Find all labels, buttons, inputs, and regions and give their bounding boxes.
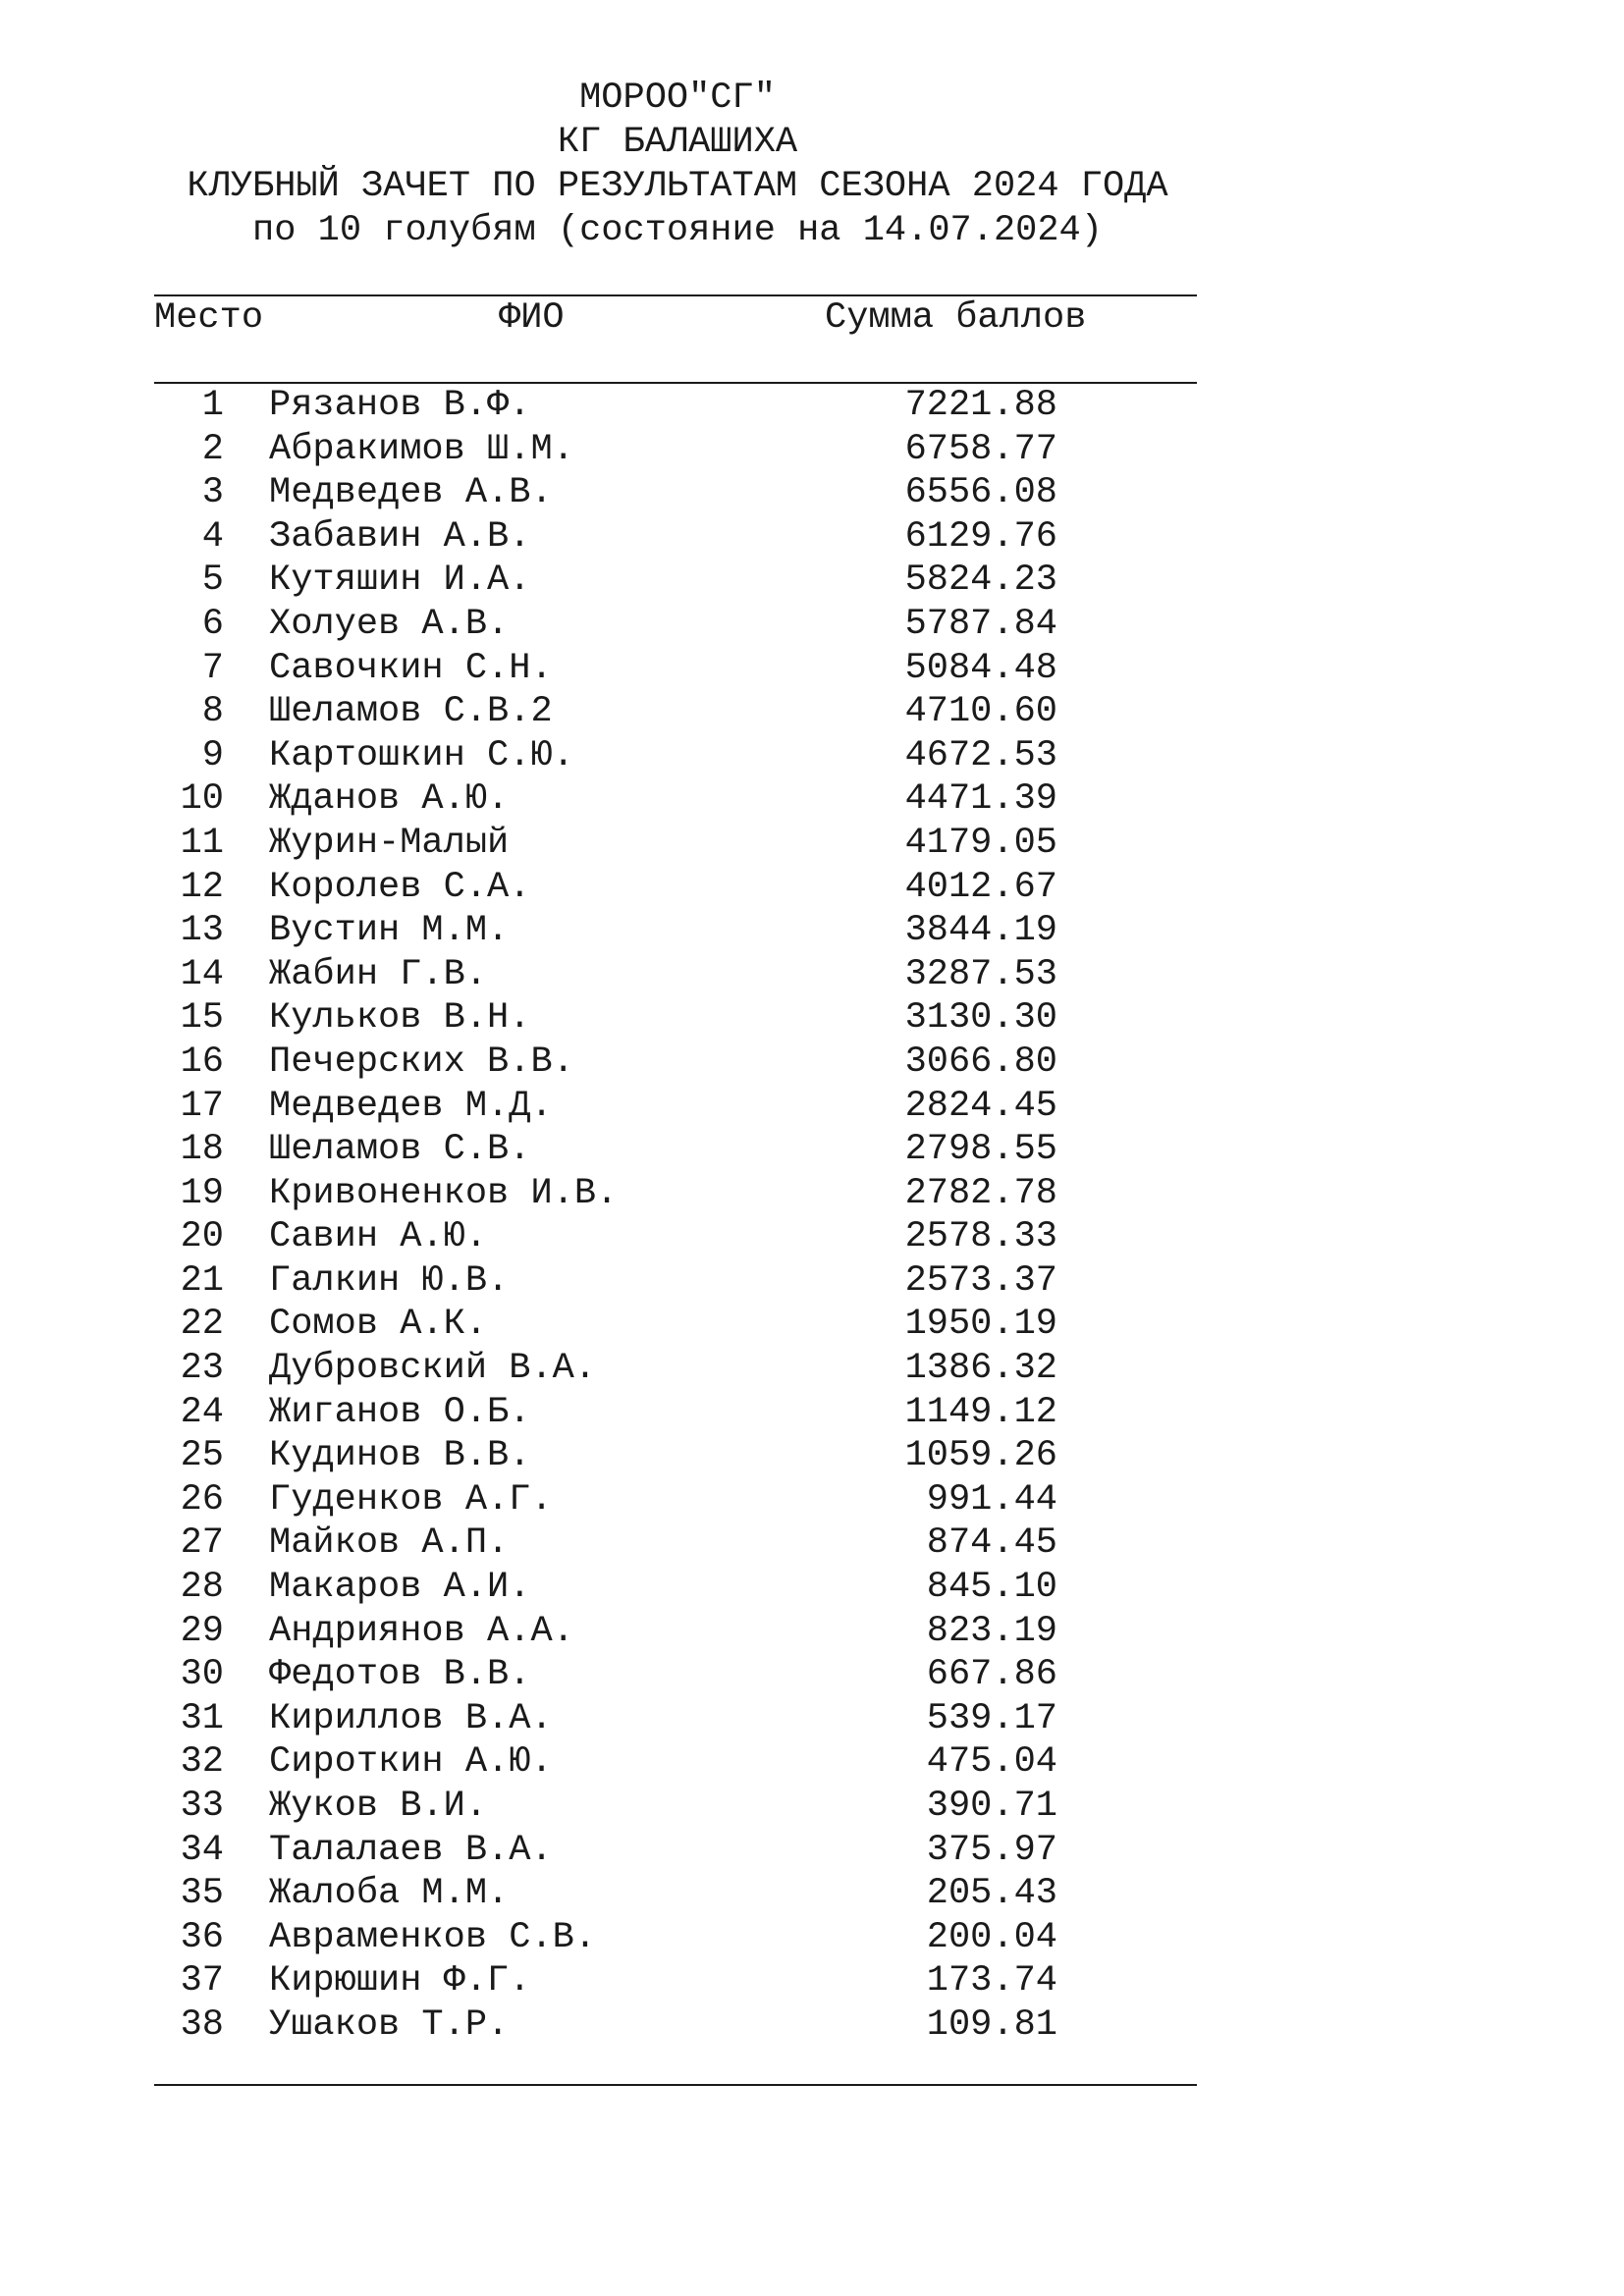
row-place: 12 <box>180 866 224 908</box>
table-row <box>0 428 1624 472</box>
row-name: Медведев М.Д. <box>269 1085 553 1127</box>
table-row <box>0 1041 1624 1085</box>
table-row <box>0 1959 1624 2003</box>
row-score: 3130.30 <box>904 997 1057 1040</box>
table-row <box>0 1785 1624 1829</box>
row-score: 5787.84 <box>904 603 1057 645</box>
table-row <box>0 1916 1624 1960</box>
row-place: 37 <box>180 1960 224 2002</box>
row-score: 4012.67 <box>904 866 1057 908</box>
row-place: 36 <box>180 1916 224 1958</box>
row-name: Журин-Малый <box>269 822 510 864</box>
row-place: 17 <box>180 1085 224 1127</box>
row-place: 23 <box>180 1348 224 1390</box>
row-score: 4179.05 <box>904 822 1057 864</box>
table-row <box>0 1434 1624 1478</box>
row-score: 2578.33 <box>904 1216 1057 1258</box>
table-row <box>0 1829 1624 1873</box>
row-name: Жиганов О.Б. <box>269 1391 531 1433</box>
row-score: 205.43 <box>926 1873 1057 1915</box>
row-name: Шеламов С.В.2 <box>269 691 553 733</box>
row-name: Абракимов Ш.М. <box>269 428 574 470</box>
row-place: 3 <box>201 472 224 514</box>
row-score: 173.74 <box>926 1960 1057 2002</box>
row-place: 15 <box>180 997 224 1040</box>
row-score: 6556.08 <box>904 472 1057 514</box>
table-row <box>0 1610 1624 1654</box>
row-name: Рязанов В.Ф. <box>269 385 531 426</box>
row-place: 31 <box>180 1697 224 1739</box>
row-score: 5824.23 <box>904 560 1057 602</box>
row-score: 475.04 <box>926 1741 1057 1784</box>
row-score: 2798.55 <box>904 1129 1057 1171</box>
row-score: 109.81 <box>926 2003 1057 2046</box>
row-place: 8 <box>201 691 224 733</box>
row-score: 3287.53 <box>904 953 1057 995</box>
row-place: 29 <box>180 1610 224 1652</box>
table-row <box>0 690 1624 734</box>
row-name: Кутяшин И.А. <box>269 560 531 602</box>
row-name: Кириллов В.А. <box>269 1697 553 1739</box>
row-place: 30 <box>180 1654 224 1696</box>
row-place: 4 <box>201 515 224 558</box>
row-name: Печерских В.В. <box>269 1041 574 1083</box>
row-place: 14 <box>180 953 224 995</box>
row-place: 20 <box>180 1216 224 1258</box>
row-place: 32 <box>180 1741 224 1784</box>
organization-title: МОРОО"СГ" <box>579 78 776 119</box>
row-score: 4672.53 <box>904 734 1057 776</box>
table-row <box>0 515 1624 560</box>
row-name: Федотов В.В. <box>269 1654 531 1696</box>
row-score: 200.04 <box>926 1916 1057 1958</box>
row-name: Забавин А.В. <box>269 515 531 558</box>
table-row <box>0 1653 1624 1697</box>
row-score: 667.86 <box>926 1654 1057 1696</box>
report-subtitle: по 10 голубям (состояние на 14.07.2024) <box>252 210 1103 251</box>
row-name: Майков А.П. <box>269 1522 510 1565</box>
table-row <box>0 1522 1624 1566</box>
row-name: Вустин М.М. <box>269 910 510 952</box>
table-row <box>0 603 1624 647</box>
row-score: 3066.80 <box>904 1041 1057 1083</box>
row-name: Савин А.Ю. <box>269 1216 488 1258</box>
table-row <box>0 1697 1624 1741</box>
row-score: 823.19 <box>926 1610 1057 1652</box>
row-name: Авраменков С.В. <box>269 1916 597 1958</box>
row-name: Жданов А.Ю. <box>269 778 510 821</box>
row-name: Андриянов А.А. <box>269 1610 574 1652</box>
table-row <box>0 471 1624 515</box>
row-name: Кудинов В.В. <box>269 1435 531 1477</box>
row-score: 4710.60 <box>904 691 1057 733</box>
row-score: 4471.39 <box>904 778 1057 821</box>
row-place: 34 <box>180 1829 224 1871</box>
table-row <box>0 734 1624 778</box>
row-name: Ушаков Т.Р. <box>269 2003 510 2046</box>
row-score: 2824.45 <box>904 1085 1057 1127</box>
table-row <box>0 1347 1624 1391</box>
column-header-name: ФИО <box>499 297 565 339</box>
row-name: Талалаев В.А. <box>269 1829 553 1871</box>
table-row <box>0 866 1624 910</box>
row-name: Медведев А.В. <box>269 472 553 514</box>
table-row <box>0 822 1624 866</box>
row-place: 16 <box>180 1041 224 1083</box>
row-place: 38 <box>180 2003 224 2046</box>
table-row <box>0 559 1624 603</box>
table-row <box>0 1259 1624 1304</box>
row-score: 539.17 <box>926 1697 1057 1739</box>
row-score: 390.71 <box>926 1786 1057 1827</box>
row-place: 2 <box>201 428 224 470</box>
row-name: Жуков В.И. <box>269 1786 488 1827</box>
table-row <box>0 1566 1624 1610</box>
table-row <box>0 996 1624 1041</box>
column-header-score: Сумма баллов <box>825 297 1087 339</box>
table-row <box>0 1128 1624 1172</box>
row-score: 2573.37 <box>904 1259 1057 1302</box>
row-name: Дубровский В.А. <box>269 1348 597 1390</box>
row-place: 35 <box>180 1873 224 1915</box>
row-name: Галкин Ю.В. <box>269 1259 510 1302</box>
row-place: 24 <box>180 1391 224 1433</box>
table-row <box>0 1872 1624 1916</box>
table-row <box>0 953 1624 997</box>
row-name: Кирюшин Ф.Г. <box>269 1960 531 2002</box>
row-place: 5 <box>201 560 224 602</box>
row-name: Сомов А.К. <box>269 1304 488 1346</box>
table-row <box>0 384 1624 428</box>
table-row <box>0 909 1624 953</box>
row-name: Картошкин С.Ю. <box>269 734 574 776</box>
row-score: 3844.19 <box>904 910 1057 952</box>
row-place: 33 <box>180 1786 224 1827</box>
row-name: Шеламов С.В. <box>269 1129 531 1171</box>
row-score: 375.97 <box>926 1829 1057 1871</box>
row-score: 1386.32 <box>904 1348 1057 1390</box>
row-score: 874.45 <box>926 1522 1057 1565</box>
row-place: 25 <box>180 1435 224 1477</box>
row-place: 9 <box>201 734 224 776</box>
table-row <box>0 1085 1624 1129</box>
row-score: 6758.77 <box>904 428 1057 470</box>
row-score: 7221.88 <box>904 385 1057 426</box>
row-name: Кульков В.Н. <box>269 997 531 1040</box>
row-score: 845.10 <box>926 1567 1057 1609</box>
row-place: 26 <box>180 1478 224 1521</box>
row-place: 22 <box>180 1304 224 1346</box>
table-row <box>0 777 1624 822</box>
row-name: Кривоненков И.В. <box>269 1172 619 1214</box>
row-score: 2782.78 <box>904 1172 1057 1214</box>
results-table <box>0 384 1624 2048</box>
table-row <box>0 1215 1624 1259</box>
row-place: 11 <box>180 822 224 864</box>
table-row <box>0 1740 1624 1785</box>
table-row <box>0 647 1624 691</box>
row-name: Макаров А.И. <box>269 1567 531 1609</box>
bottom-divider <box>154 2084 1197 2086</box>
row-place: 13 <box>180 910 224 952</box>
report-title: КЛУБНЫЙ ЗАЧЕТ ПО РЕЗУЛЬТАТАМ СЕЗОНА 2024 ГОДА <box>187 166 1168 207</box>
table-row <box>0 1391 1624 1435</box>
row-name: Жабин Г.В. <box>269 953 488 995</box>
row-score: 1059.26 <box>904 1435 1057 1477</box>
row-name: Савочкин С.Н. <box>269 647 553 689</box>
row-place: 10 <box>180 778 224 821</box>
row-score: 1149.12 <box>904 1391 1057 1433</box>
row-name: Гуденков А.Г. <box>269 1478 553 1521</box>
row-place: 7 <box>201 647 224 689</box>
table-row <box>0 2003 1624 2048</box>
row-name: Сироткин А.Ю. <box>269 1741 553 1784</box>
row-place: 1 <box>201 385 224 426</box>
row-score: 6129.76 <box>904 515 1057 558</box>
row-place: 19 <box>180 1172 224 1214</box>
row-place: 27 <box>180 1522 224 1565</box>
column-header-place: Место <box>154 297 264 339</box>
row-name: Королев С.А. <box>269 866 531 908</box>
row-score: 1950.19 <box>904 1304 1057 1346</box>
row-place: 18 <box>180 1129 224 1171</box>
table-row <box>0 1303 1624 1347</box>
table-row <box>0 1478 1624 1522</box>
club-title: КГ БАЛАШИХА <box>557 122 798 163</box>
row-name: Жалоба М.М. <box>269 1873 510 1915</box>
row-place: 6 <box>201 603 224 645</box>
row-place: 21 <box>180 1259 224 1302</box>
table-row <box>0 1172 1624 1216</box>
row-place: 28 <box>180 1567 224 1609</box>
row-score: 991.44 <box>926 1478 1057 1521</box>
row-name: Холуев А.В. <box>269 603 510 645</box>
row-score: 5084.48 <box>904 647 1057 689</box>
